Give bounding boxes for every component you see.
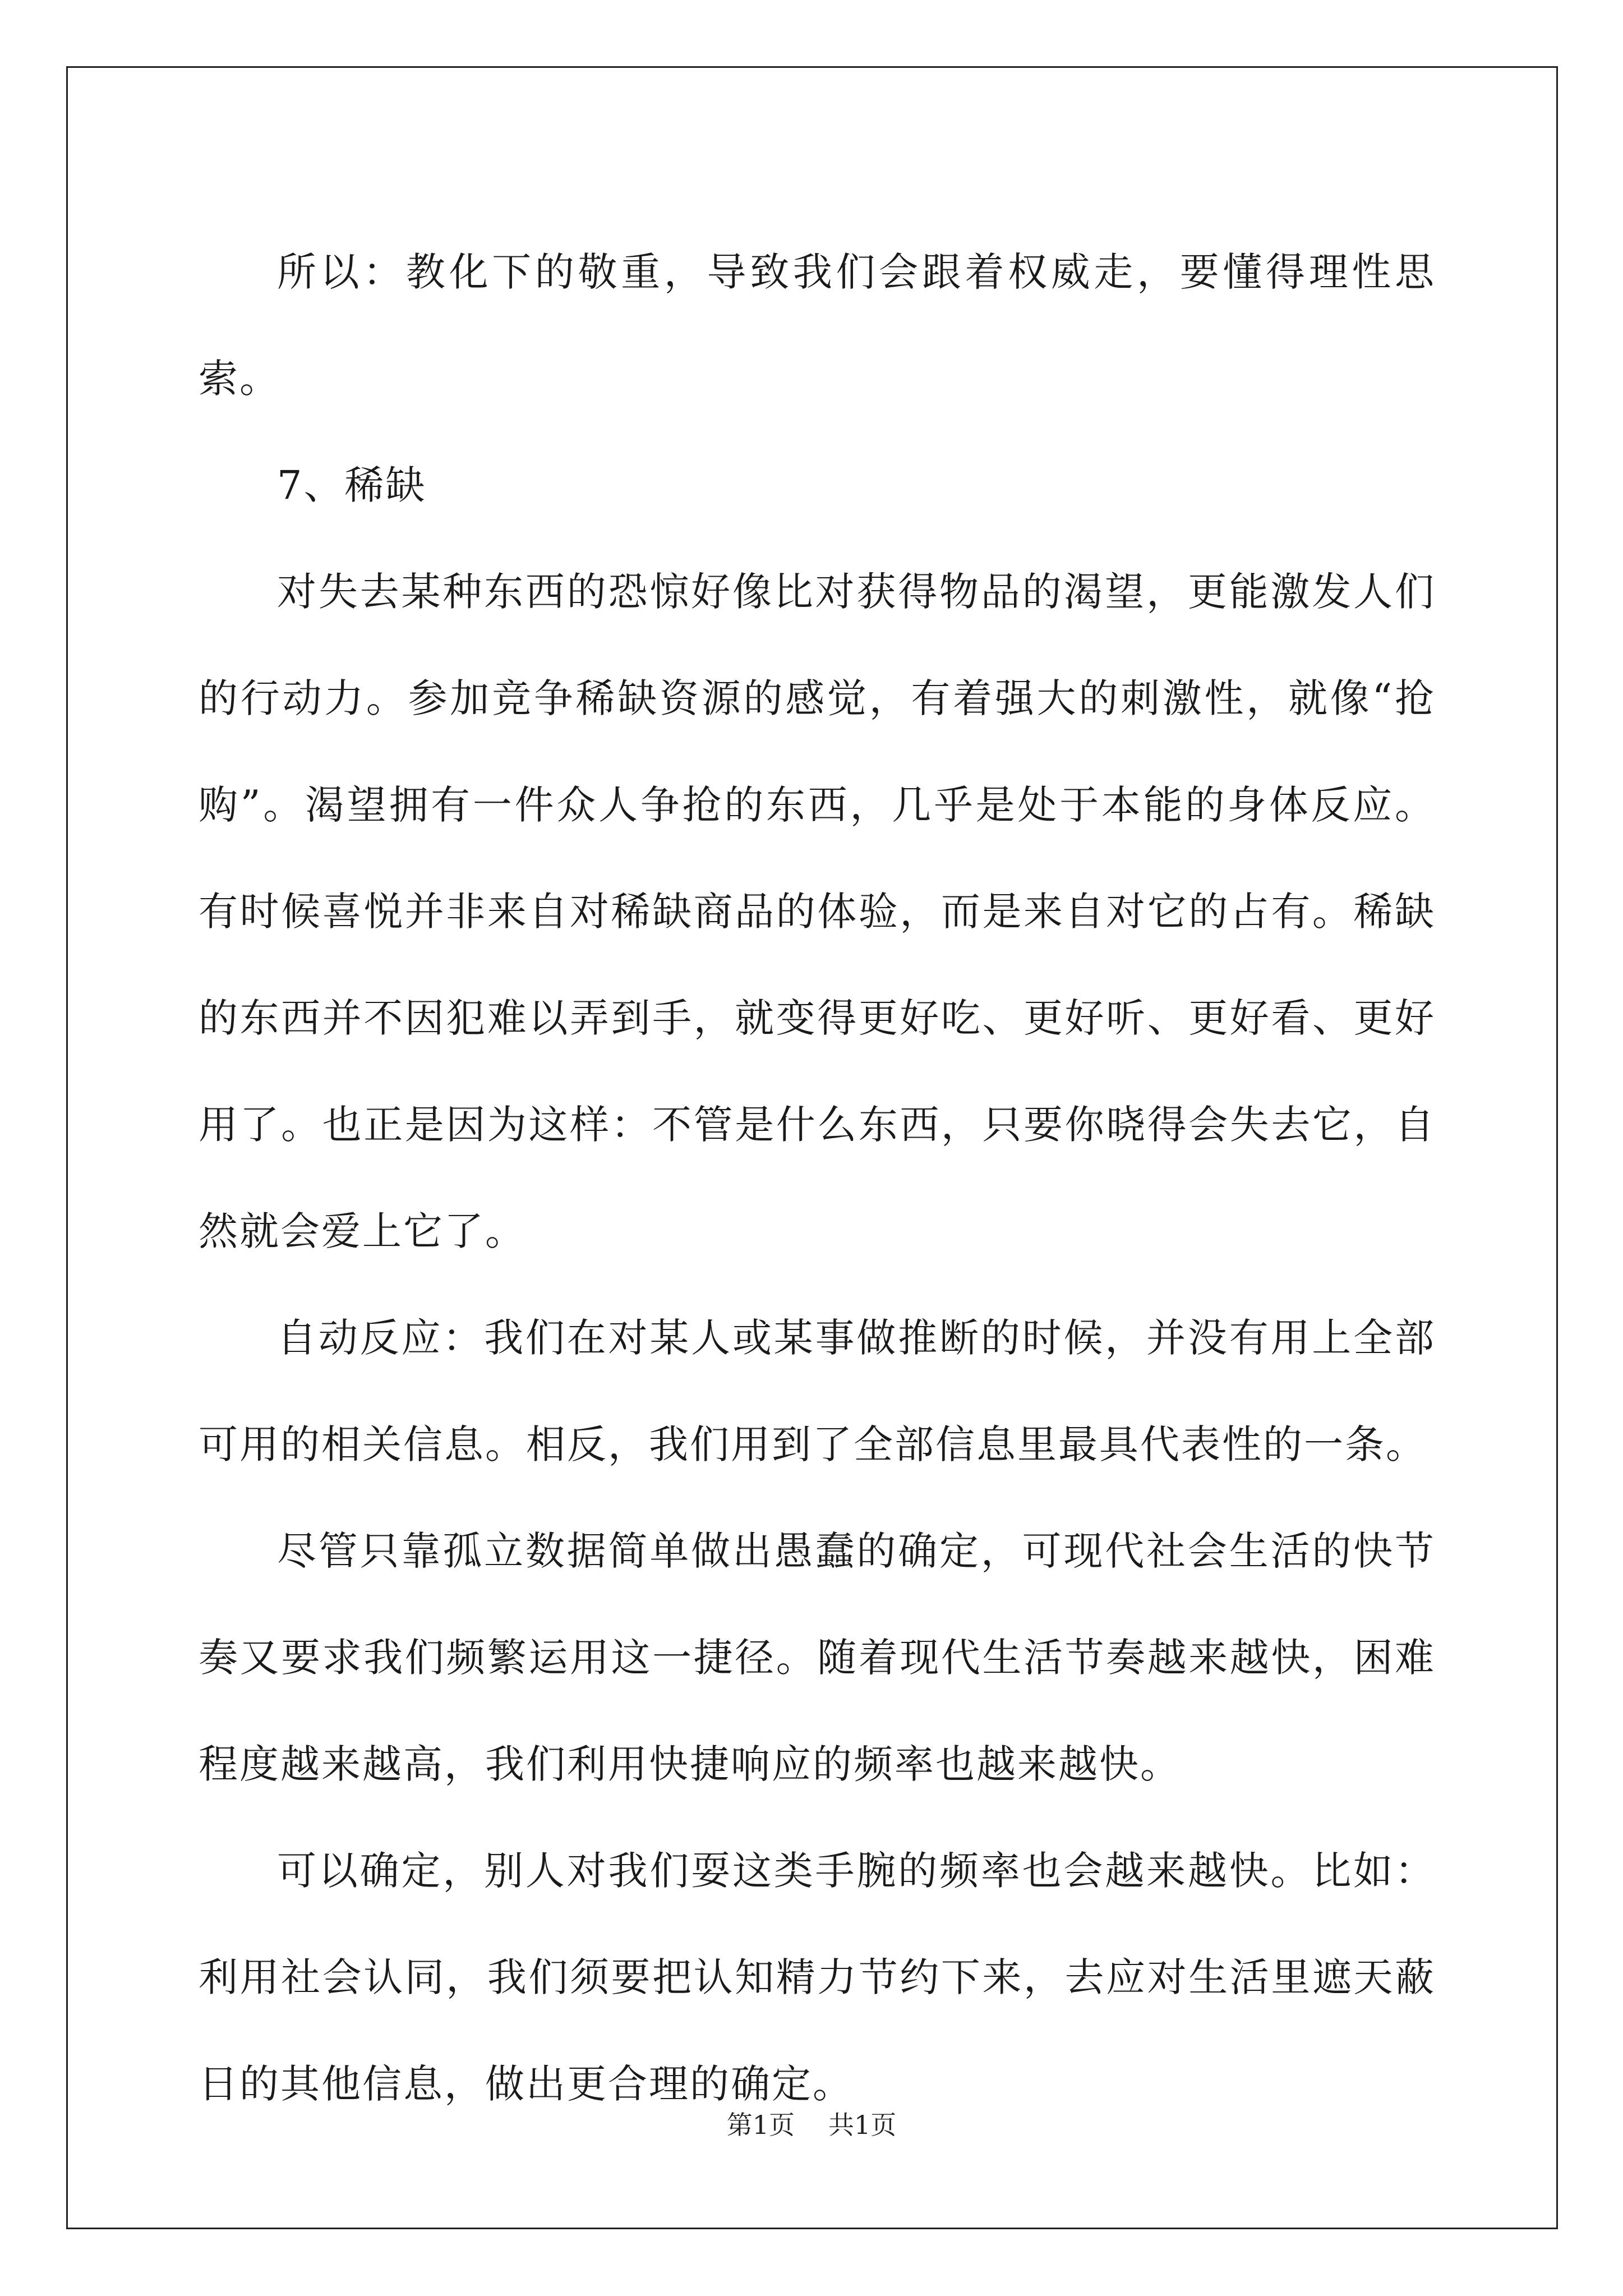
- document-body: [199, 219, 1436, 2137]
- paragraph-shortcut: 尽管只靠孤立数据简单做出愚蠢的确定，可现代社会生活的快节奏又要求我们频繁运用这一捷径。随着现代生活节奏越来越快，困难程度越来越高，我们利用快捷响应的频率也越来越快。: [199, 1528, 1436, 1787]
- paragraph-social-proof: 可以确定，别人对我们耍这类手腕的频率也会越来越快。比如：利用社会认同，我们须要把认知精力节约下来，去应对生活里遮天蔽日的其他信息，做出更合理的确定。: [199, 1848, 1436, 2107]
- section-heading-scarcity: 7、稀缺: [277, 462, 427, 508]
- paragraph-automatic-response: 自动反应：我们在对某人或某事做推断的时候，并没有用上全部可用的相关信息。相反，我们用到了全部信息里最具代表性的一条。: [199, 1315, 1436, 1467]
- page-total: 共1页: [828, 2110, 897, 2140]
- paragraph-scarcity: 对失去某种东西的恐惊好像比对获得物品的渴望，更能激发人们的行动力。参加竞争稀缺资源的感觉，有着强大的刺激性，就像“抢购”。渴望拥有一件众人争抢的东西，几乎是处于本能的身体反应。有时候喜悦并非来自对稀缺商品的体验，而是来自对它的占有。稀缺的东西并不因犯难以弄到手，就变得更好吃、更好听、更好看、更好用了。也正是因为这样：不管是什么东西，只要你晓得会失去它，自然就会爱上它了。: [199, 569, 1436, 1254]
- page-footer: [0, 2108, 1623, 2142]
- page-number: 第1页: [726, 2110, 795, 2140]
- paragraph-conclusion: 所以：教化下的敬重，导致我们会跟着权威走，要懂得理性思索。: [199, 249, 1436, 402]
